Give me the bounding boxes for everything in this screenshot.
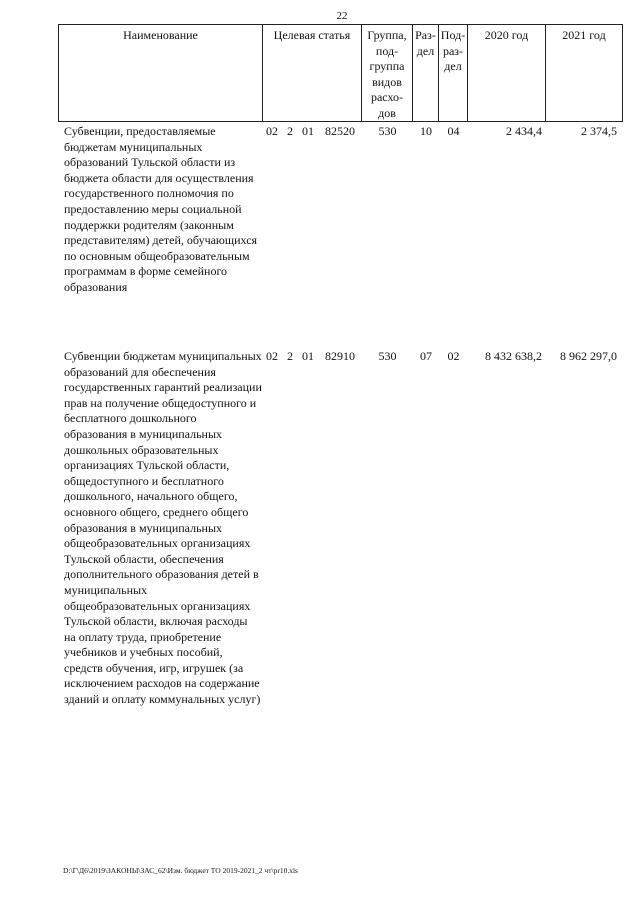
header-razdel bbox=[413, 24, 439, 122]
row-name: Субвенции бюджетам муниципальных образований для обеспечения государственных гарантий реализации прав на получение общедоступного и бесплатного дошкольного образования в муниципальных дошкольных образовательных организациях Тульской области, общедоступного и бесплатного дошкольного, начального общего, основного общего, среднего общего образования в муниципальных общеобразовательных организациях Тульской области, обеспечения дополнительного образования детей в муниципальных общеобразовательных организациях Тульской области, включая расходы на оплату труда, приобретение учебников и учебных пособий, средств обучения, игр, игрушек (за исключением расходов на содержание зданий и оплату коммунальных услуг) bbox=[64, 349, 262, 707]
header-year-2021-label: 2021 год bbox=[562, 28, 606, 42]
row-year-2021-value: 8 962 297,0 bbox=[560, 349, 617, 363]
header-name-label: Наименование bbox=[123, 28, 198, 42]
row-year-2020-value: 8 432 638,2 bbox=[485, 349, 542, 363]
row-group: 530 bbox=[378, 349, 397, 363]
row-target-subprogram: 2 bbox=[287, 124, 293, 138]
row-podrazdel: 04 bbox=[447, 124, 460, 138]
row-target-event: 01 bbox=[302, 124, 314, 138]
header-target-label: Целевая статья bbox=[273, 28, 351, 42]
row-razdel: 10 bbox=[420, 124, 432, 138]
row-podrazdel: 02 bbox=[447, 349, 460, 363]
row-target-code: 82520 bbox=[325, 124, 355, 138]
footer-file-path: D:\Г\Д6\2019\ЗАКОНЫ\ЗАС_62\Изм. бюджет ТО 2019-2021_2 чт\pr10.xls bbox=[63, 866, 298, 875]
row-group: 530 bbox=[378, 124, 397, 138]
row-razdel: 07 bbox=[420, 349, 432, 363]
header-year-2020-label: 2020 год bbox=[484, 28, 529, 42]
page-number: 22 bbox=[336, 10, 348, 22]
row-target-code: 82910 bbox=[325, 349, 355, 363]
row-target-event: 01 bbox=[302, 349, 314, 363]
row-target-program: 02 bbox=[266, 349, 278, 363]
header-name bbox=[58, 24, 263, 122]
row-name: Субвенции, предоставляемые бюджетам муниципальных образований Тульской области из бюджета области для осуществления государственного полномочия по предоставлению меры социальной поддержки родителям (законным представителям) детей, обучающихся по основным общеобразовательным программам в форме семейного образования bbox=[64, 124, 258, 294]
header-year-2021 bbox=[546, 24, 623, 122]
header-target bbox=[263, 24, 362, 122]
header-razdel-label: Раз- дел bbox=[415, 28, 436, 58]
header-podrazdel-label: Под- раз- дел bbox=[440, 28, 466, 73]
header-podrazdel bbox=[439, 24, 468, 122]
header-year-2020 bbox=[468, 24, 546, 122]
row-target-subprogram: 2 bbox=[287, 349, 293, 363]
header-group-label: Группа, под- группа видов расхо- дов bbox=[367, 28, 407, 120]
row-year-2020-value: 2 434,4 bbox=[506, 124, 542, 138]
header-group bbox=[362, 24, 413, 122]
row-target-program: 02 bbox=[266, 124, 278, 138]
row-year-2021-value: 2 374,5 bbox=[581, 124, 617, 138]
